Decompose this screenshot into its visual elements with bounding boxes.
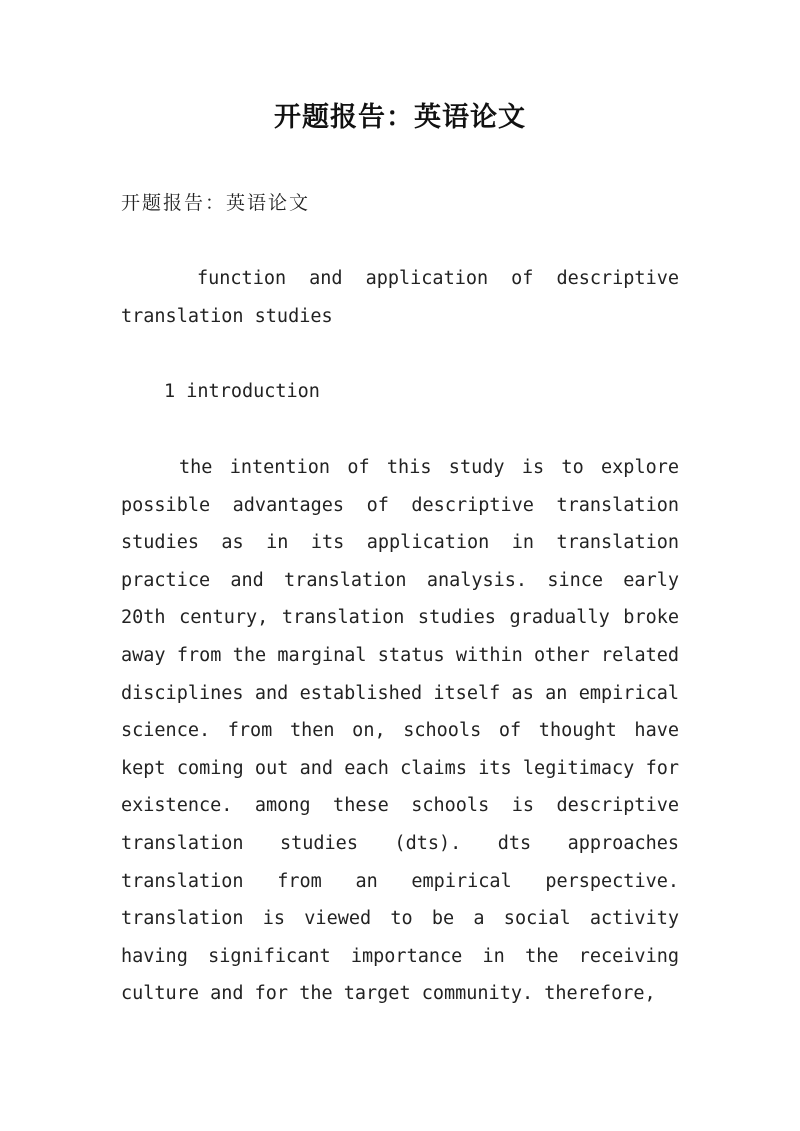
- document-subtitle: 开题报告：英语论文: [121, 192, 311, 214]
- page-title: 开题报告：英语论文: [274, 102, 526, 133]
- paper-title: function and application of descriptive translation studies: [121, 268, 679, 327]
- section-heading: 1 introduction: [164, 381, 320, 402]
- body-paragraph: the intention of this study is to explore possible advantages of descriptive translation studies as in its application in translation practice and translation analysis. since early 20th century, translation studies gradually broke away from the marginal status within other related disciplines and established itself as an empirical science. from then on, schools of thought have kept coming out and each claims its legitimacy for existence. among these schools is descriptive translation studies (dts). dts approaches translation from an empirical perspective. translation is viewed to be a social activity having significant importance in the receiving culture and for the target community. therefore,: [121, 457, 679, 1005]
